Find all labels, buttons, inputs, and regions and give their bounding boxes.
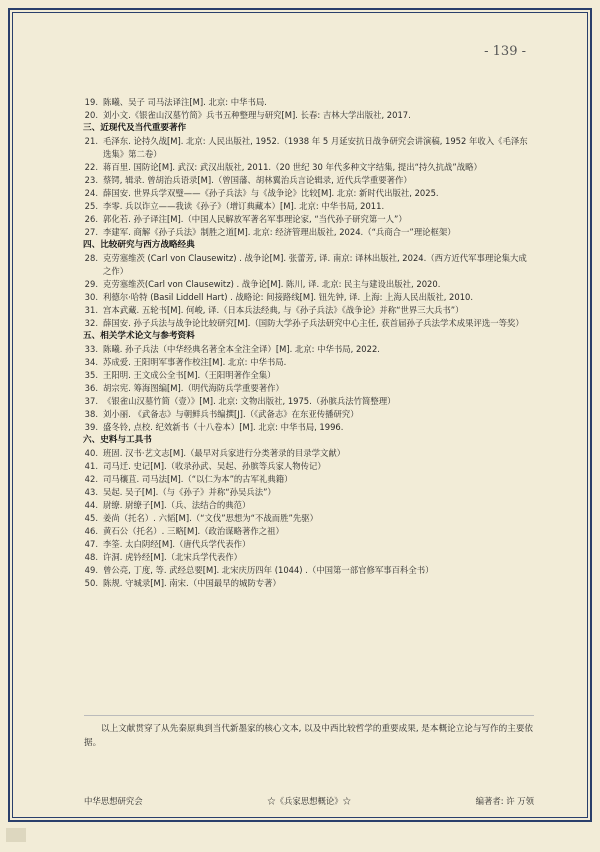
reference-number: 36. [84,383,98,393]
section-heading: 三、近现代及当代重要著作 [83,123,187,133]
reference-text: 李筌. 太白阴经[M].（唐代兵学代表作） [103,539,251,549]
reference-item [74,291,534,304]
reference-text: 薛国安. 孙子兵法与战争论比较研究[M].（国防大学孙子兵法研究中心主任, 获首届孙子兵法学术成果评选一等奖） [103,318,524,328]
reference-item [74,226,534,239]
reference-text: 吴起. 吴子[M].（与《孙子》并称“孙吴兵法”） [103,487,276,497]
reference-item [74,473,534,486]
reference-item [74,486,534,499]
reference-item [74,369,534,382]
reference-text: 克劳塞维茨 (Carl von Clausewitz) . 战争论[M]. 张蕾芳, 译. 南京: 译林出版社, 2024.（西方近代军事理论集大成之作） [103,253,527,276]
reference-text: 刘小丽. 《武备志》与朝鲜兵书编撰[J].（《武备志》在东亚传播研究） [103,409,359,419]
reference-text: 王阳明. 王文成公全书[M].（王阳明著作全集） [103,370,276,380]
reference-text: 毛泽东. 论持久战[M]. 北京: 人民出版社, 1952.（1938 年 5 月延安抗日战争研究会讲演稿, 1952 年收入《毛泽东选集》第二卷） [103,136,528,159]
reference-text: 曾公亮, 丁度, 等. 武经总要[M]. 北宋庆历四年 (1044) .（中国第一部官修军事百科全书） [103,565,434,575]
footer-book-title: ☆《兵家思想概论》☆ [267,796,351,806]
reference-item [74,460,534,473]
reference-text: 蒋百里. 国防论[M]. 武汉: 武汉出版社, 2011.（20 世纪 30 年代多种文字结集, 提出“持久抗战”战略） [103,162,482,172]
reference-number: 44. [84,500,98,510]
page-footer [84,795,534,807]
reference-number: 45. [84,513,98,523]
reference-number: 21. [84,136,98,146]
reference-item [74,252,534,278]
reference-text: 陈曦、吴子 司马法译注[M]. 北京: 中华书局. [103,97,267,107]
reference-number: 48. [84,552,98,562]
reference-number: 46. [84,526,98,536]
reference-text: 克劳塞维茨(Carl von Clausewitz) . 战争论[M]. 陈川, 译. 北京: 民主与建设出版社, 2020. [103,279,441,289]
reference-item [74,499,534,512]
reference-number: 26. [84,214,98,224]
reference-number: 37. [84,396,98,406]
reference-number: 49. [84,565,98,575]
reference-item [74,408,534,421]
reference-text: 司马穰苴. 司马法[M].（“以仁为本”的古军礼典籍） [103,474,293,484]
corner-mark [6,828,26,842]
reference-number: 23. [84,175,98,185]
reference-number: 33. [84,344,98,354]
reference-number: 43. [84,487,98,497]
reference-number: 38. [84,409,98,419]
reference-number: 40. [84,448,98,458]
reference-item [74,447,534,460]
reference-number: 20. [84,110,98,120]
reference-item [74,538,534,551]
summary-paragraph: 以上文献贯穿了从先秦原典到当代新墨家的核心文本, 以及中西比较哲学的重要成果, 是本概论立论与写作的主要依据。 [84,724,534,748]
reference-text: 刘小文.《银雀山汉墓竹简》兵书五种整理与研究[M]. 长春: 吉林大学出版社, 2017. [103,110,411,120]
reference-item [74,187,534,200]
reference-text: 利德尔·哈特 (Basil Liddell Hart) . 战略论: 间接路线[M]. 钮先钟, 译. 上海: 上海人民出版社, 2010. [103,292,474,302]
reference-item [74,174,534,187]
reference-item [74,135,534,161]
reference-item [74,161,534,174]
reference-number: 47. [84,539,98,549]
reference-item [74,109,534,122]
reference-text: 黄石公（托名）. 三略[M].（政治谋略著作之祖） [103,526,284,536]
reference-item [74,96,534,109]
summary-divider [84,715,534,716]
reference-text: 蔡锷, 辑录. 曾胡治兵语录[M].（曾国藩、胡林翼治兵言论辑录, 近代兵学重要著作） [103,175,412,185]
reference-number: 32. [84,318,98,328]
reference-item [74,304,534,317]
reference-number: 39. [84,422,98,432]
reference-item [74,525,534,538]
reference-text: 尉缭. 尉缭子[M].（兵、法结合的典范） [103,500,251,510]
reference-number: 41. [84,461,98,471]
reference-text: 苏成爱. 王阳明军事著作校注[M]. 北京: 中华书局. [103,357,287,367]
reference-text: 薛国安. 世界兵学双璧——《孙子兵法》与《战争论》比较[M]. 北京: 新时代出版社, 2025. [103,188,439,198]
section-heading: 四、比较研究与西方战略经典 [83,240,195,250]
footer-organization: 中华思想研究会 [84,796,143,806]
reference-text: 李建军. 商解《孙子兵法》制胜之道[M]. 北京: 经济管理出版社, 2024.（“兵商合一”理论框架） [103,227,456,237]
reference-number: 24. [84,188,98,198]
reference-number: 34. [84,357,98,367]
reference-text: 宫本武藏. 五轮书[M]. 何峻, 译.（日本兵法经典, 与《孙子兵法》《战争论》并称“世界三大兵书”） [103,305,464,315]
reference-item [74,421,534,434]
reference-item [74,356,534,369]
reference-text: 许洞. 虎钤经[M].（北宋兵学代表作） [103,552,242,562]
reference-item [74,200,534,213]
reference-item [74,382,534,395]
footer-author: 编著者: 许 万领 [475,796,534,806]
page-number: - 139 - [484,44,526,59]
reference-item [74,343,534,356]
reference-item [74,577,534,590]
section-heading: 六、史料与工具书 [83,435,152,445]
reference-text: 盛冬铃, 点校. 纪效新书（十八卷本）[M]. 北京: 中华书局, 1996. [103,422,344,432]
reference-item [74,512,534,525]
reference-number: 28. [84,253,98,263]
reference-list [74,96,534,590]
reference-item [74,395,534,408]
reference-text: 班固. 汉书·艺文志[M].（最早对兵家进行分类著录的目录学文献） [103,448,346,458]
reference-item [74,213,534,226]
reference-number: 19. [84,97,98,107]
reference-text: 胡宗宪. 筹海图编[M].（明代海防兵学重要著作） [103,383,284,393]
reference-number: 22. [84,162,98,172]
reference-text: 陈曦. 孙子兵法（中华经典名著全本全注全译）[M]. 北京: 中华书局, 2022. [103,344,380,354]
reference-item [74,317,534,330]
reference-number: 35. [84,370,98,380]
reference-number: 29. [84,279,98,289]
reference-number: 31. [84,305,98,315]
reference-number: 30. [84,292,98,302]
reference-text: 《银雀山汉墓竹简（壹）》[M]. 北京: 文物出版社, 1975.（孙膑兵法竹简整理） [103,396,396,406]
reference-text: 陈规. 守城录[M]. 南宋.（中国最早的城防专著） [103,578,281,588]
reference-text: 司马迁. 史记[M].（收录孙武、吴起、孙膑等兵家人物传记） [103,461,326,471]
reference-number: 50. [84,578,98,588]
reference-text: 姜尚（托名）. 六韬[M].（“文伐”思想为“不战而胜”先驱） [103,513,318,523]
reference-number: 27. [84,227,98,237]
reference-item [74,551,534,564]
reference-number: 42. [84,474,98,484]
reference-text: 郭化若. 孙子译注[M].（中国人民解放军著名军事理论家, “当代孙子研究第一人”） [103,214,407,224]
reference-item [74,564,534,577]
reference-number: 25. [84,201,98,211]
reference-text: 李零. 兵以诈立——我读《孙子》（增订典藏本）[M]. 北京: 中华书局, 2011. [103,201,385,211]
section-heading: 五、相关学术论文与参考资料 [83,331,195,341]
reference-item [74,278,534,291]
